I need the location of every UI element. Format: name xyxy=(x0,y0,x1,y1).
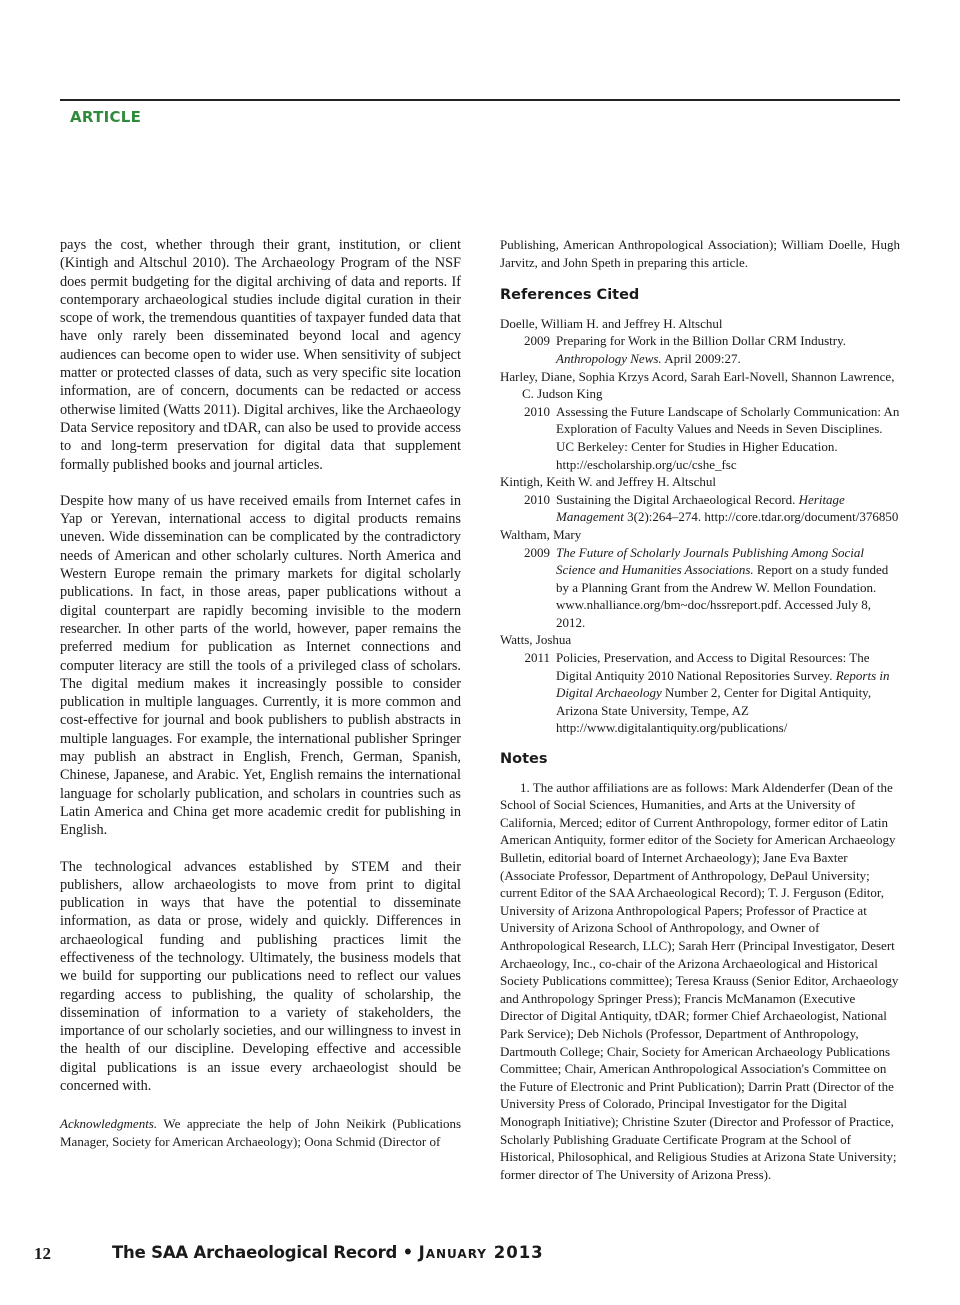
reference-item xyxy=(500,368,900,474)
ref-title: Sustaining the Digital Archaeological Record. xyxy=(556,491,796,507)
ref-title: Assessing the Future Landscape of Scholarly Communication: An Exploration of Faculty Values and Needs in Seven Disciplines. UC Berkeley: Center for Studies in Higher Education. http://escholarship.org/uc/cshe_fsc xyxy=(556,403,900,472)
body-paragraph-3: The technological advances established by STEM and their publishers, allow archaeologists to move from print to digital publication in ways that have the potential to disseminate information, as data or prose, widely and quickly. Differences in archaeological funding and publishing practices limit the effectiveness of the technology. Ultimately, the business models that we build for supporting our publications need to reflect our values regarding access to publishing, the quality of scholarship, the dissemination of information to a variety of stakeholders, the importance of our scholarly societies, and our willingness to invest in the health of our discipline. Developing effective and accessible digital publications is an issue every archaeologist should be concerned with. xyxy=(60,858,461,1095)
body-paragraph-2: Despite how many of us have received emails from Internet cafes in Yap or Yerevan, international access to digital products remains uneven. Wide dissemination can be complicated by the contradictory needs of American and other scholarly cultures. North America and Western Europe remain the primary markets for digital scholarly publications. In fact, in those areas, paper publications without a digital counterpart are rapidly becoming invisible to the modern researcher. In other parts of the world, however, paper remains the preferred medium for publication as Internet connections and computer literacy are still the tools of a privileged class of scholars. The digital medium makes it increasingly possible to consider publication in multiple languages. Currently, it is more common and cost-effective for journal and book publishers to publish abstracts in multiple languages. For example, the international publisher Springer may publish an abstract in English, French, German, Spanish, Chinese, Japanese, and Arabic. Yet, English remains the international language for scholarly publication, and scholars in countries such as Latin America and China get more academic credit for publishing in English. xyxy=(60,492,461,839)
ref-author: Harley, Diane, Sophia Krzys Acord, Sarah Earl-Novell, Shannon Lawrence, C. Judson King xyxy=(500,368,895,402)
ref-year: 2010 xyxy=(524,491,550,507)
body-paragraph-1: pays the cost, whether through their grant, institution, or client (Kintigh and Altschul 2010). The Archaeology Program of the NSF does permit budgeting for the digital archiving of data and reports. If contemporary archaeological studies include digital curation in their scope of work, the tremendous quantities of taxpayer funded data that have only rarely been disseminated beyond local and agency audiences can become open to wider use. When sensitivity of subject matter or protected classes of data, such as very specific site location information, are of concern, documents can be redacted or access otherwise limited (Watts 2011). Digital archives, like the Archaeology Data Service repository and tDAR, can also be used to provide access to and long-term preservation for digital data that supplement formally published books and journal articles. xyxy=(60,237,461,473)
ref-year: 2010 xyxy=(524,403,550,419)
ref-venue: Heritage Management xyxy=(556,491,845,525)
page-number: 12 xyxy=(34,1244,51,1263)
reference-list xyxy=(500,315,900,737)
right-column xyxy=(500,236,900,1183)
ref-rest: Report on a study funded by a Planning Grant from the Andrew W. Mellon Foundation. www.nhalliance.org/bm~doc/hssreport.pdf. Accessed July 8, 2012. xyxy=(556,562,889,630)
ref-venue: Anthropology News. xyxy=(556,350,662,366)
ref-rest: 3(2):264–274. http://core.tdar.org/document/376850 xyxy=(627,509,899,525)
ref-year: 2009 xyxy=(524,544,550,560)
ref-author: Kintigh, Keith W. and Jeffrey H. Altschul xyxy=(500,474,717,490)
left-column xyxy=(60,236,461,1168)
notes-heading: Notes xyxy=(500,751,548,768)
acknowledgments xyxy=(60,1115,461,1150)
reference-item xyxy=(500,526,900,632)
ack-text: We appreciate the help of John Neikirk (Publications Manager, Society for American Archaeology); Oona Schmid (Director of xyxy=(60,1116,461,1149)
ref-author: Watts, Joshua xyxy=(500,632,572,648)
header-rule xyxy=(60,99,900,101)
ref-author: Doelle, William H. and Jeffrey H. Altschul xyxy=(500,315,723,331)
ref-rest: April 2009:27. xyxy=(664,350,741,366)
ref-text xyxy=(550,332,900,367)
ref-title: Policies, Preservation, and Access to Digital Resources: The Digital Antiquity 2010 National Repositories Survey. xyxy=(556,650,870,683)
ack-continuation: Publishing, American Anthropological Association); William Doelle, Hugh Jarvitz, and John Speth in preparing this article. xyxy=(500,237,900,270)
ref-text xyxy=(550,544,900,632)
journal-title xyxy=(112,1243,544,1262)
issue-date: January 2013 xyxy=(418,1243,544,1262)
ref-year: 2009 xyxy=(524,333,550,349)
ref-author: Waltham, Mary xyxy=(500,526,582,542)
reference-item xyxy=(500,631,900,737)
ref-text xyxy=(550,649,900,737)
ref-venue: The Future of Scholarly Journals Publishing Among Social Science and Humanities Associations. xyxy=(556,544,865,578)
reference-item xyxy=(500,473,900,526)
ref-title: Preparing for Work in the Billion Dollar CRM Industry. xyxy=(556,333,846,349)
journal-name: The SAA Archaeological Record • xyxy=(112,1243,414,1262)
ref-year: 2011 xyxy=(524,650,550,666)
ref-text xyxy=(550,403,900,473)
ref-text xyxy=(550,491,900,526)
ref-venue: Reports in Digital Archaeology xyxy=(556,667,890,701)
reference-item xyxy=(500,315,900,368)
ref-rest: Number 2, Center for Digital Antiquity, Arizona State University, Tempe, AZ http://www.digitalantiquity.org/publications/ xyxy=(556,685,872,736)
section-label: ARTICLE xyxy=(70,108,142,126)
references-heading: References Cited xyxy=(500,287,640,304)
ack-label: Acknowledgments. xyxy=(60,1116,158,1132)
note-1: 1. The author affiliations are as follows: Mark Aldenderfer (Dean of the School of Social Sciences, Humanities, and Arts at the University of California, Merced; editor of Current Anthropology, former editor of Latin American Antiquity, former editor of the Society for American Archaeology Bulletin, editorial board of Internet Archaeology); Jane Eva Baxter (Associate Professor, Department of Anthropology, DePaul University; current Editor of the SAA Archaeological Record); T. J. Ferguson (Editor, University of Arizona Anthropological Papers; Professor of Practice at University of Arizona School of Anthropology, and Owner of Anthropological Research, LLC); Sarah Herr (Principal Investigator, Desert Archaeology, Inc., co-chair of the Arizona Archaeological and Historical Society Publications committee); Teresa Krauss (Senior Editor, Archaeology and Anthropology Springer Press); Francis McManamon (Executive Director of Digital Antiquity, tDAR; former Chief Archaeologist, National Park Service); Deb Nichols (Professor, Department of Anthropology, Dartmouth College; Chair, Society for American Archaeology Publications Committee; Chair, American Anthropological Association's Committee on the Future of Electronic and Print Publication); Darrin Pratt (Director of the University Press of Colorado, Principal Investigator for the Digital Monograph Initiative); Christine Szuter (Director and Professor of Practice, Scholarly Publishing Graduate Certificate Program at the School of Historical, Philosophical, and Religious Studies at Arizona State University; former director of The University of Arizona Press). xyxy=(500,779,899,1182)
